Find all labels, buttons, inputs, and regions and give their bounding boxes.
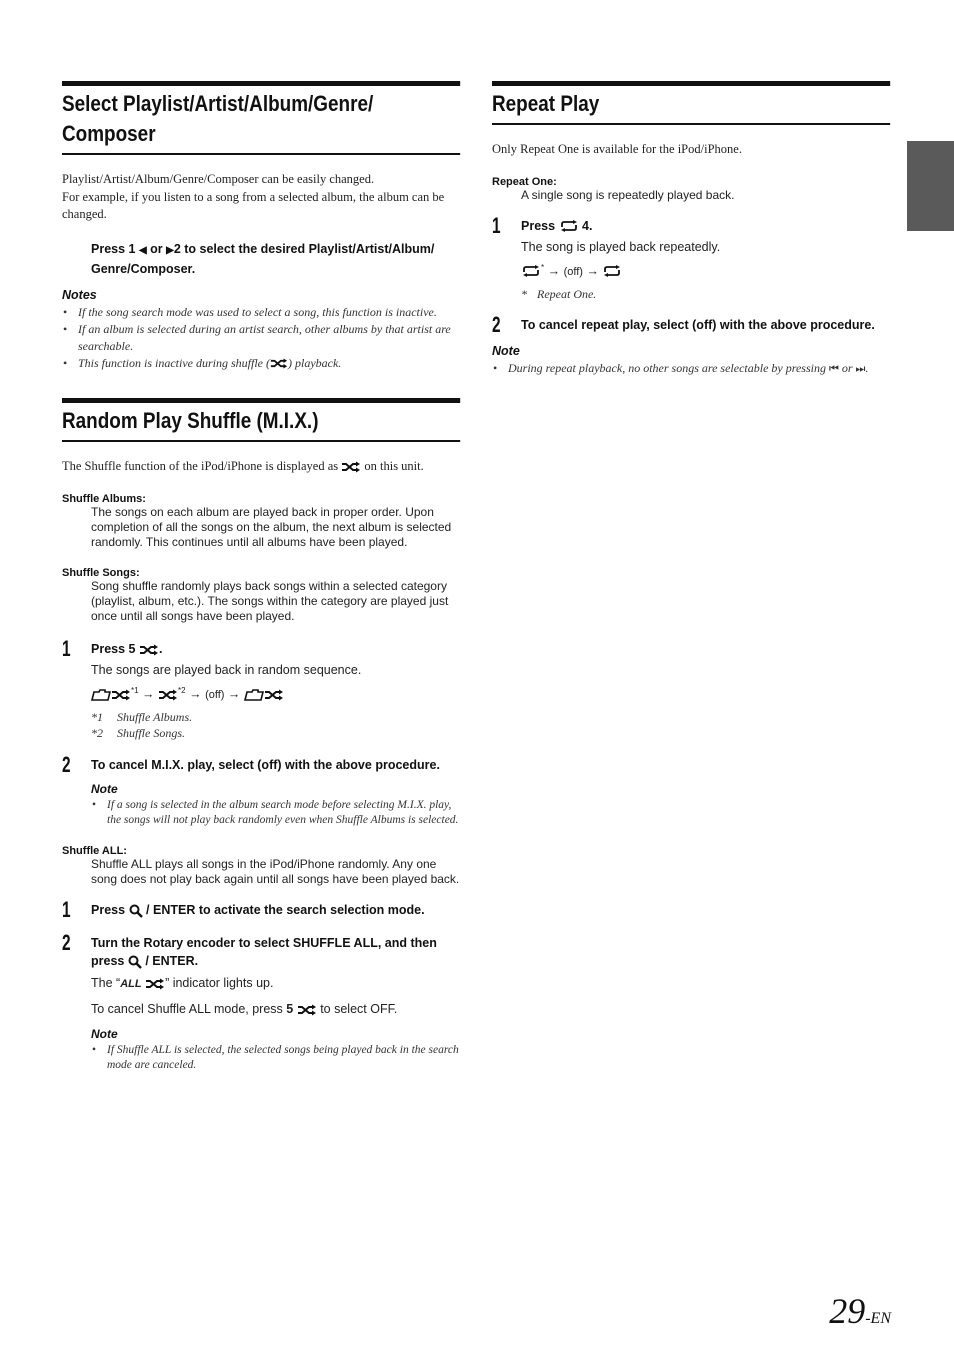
notes-heading: Notes xyxy=(62,287,97,302)
repeat-icon xyxy=(521,265,541,277)
section-title-random-play: Random Play Shuffle (M.I.X.) xyxy=(62,398,460,442)
shuffle-all-block xyxy=(62,845,461,887)
repeat-one-block xyxy=(492,176,891,203)
select-instruction: Press 1 ◀ or ▶2 to select the desired Playlist/Artist/Album/ Genre/Composer. xyxy=(91,241,435,276)
triangle-right-icon: ▶ xyxy=(166,244,174,256)
note-item: • During repeat playback, no other songs are selectable by pressing ⏮ or ⏭. xyxy=(492,360,891,378)
search-icon xyxy=(128,955,142,969)
shuffle-all-note: Note • If Shuffle ALL is selected, the selected songs being played back in the search mode are canceled. xyxy=(91,1027,461,1073)
folder-icon xyxy=(91,689,111,701)
shuffle-icon xyxy=(111,689,131,701)
next-track-icon: ⏭ xyxy=(855,362,866,375)
shuffle-songs-heading: Shuffle Songs: xyxy=(62,567,140,579)
previous-track-icon: ⏮ xyxy=(828,362,839,375)
footnote: * Repeat One. xyxy=(521,286,597,301)
step-description: The song is played back repeatedly. xyxy=(521,239,721,254)
select-intro xyxy=(62,171,461,224)
step-number: 2 xyxy=(62,930,71,956)
shuffle-icon xyxy=(145,978,165,990)
page-number: 29-EN xyxy=(829,1291,891,1331)
shuffle-albums-text: The songs on each album are played back in proper order. Upon completion of all the songs on the album, the next album is selected randomly. This continues until all albums have been played. xyxy=(91,505,452,549)
select-notes xyxy=(62,288,461,372)
shuffle-icon xyxy=(139,644,159,656)
repeat-one-text: A single song is repeatedly played back. xyxy=(521,187,735,202)
step-text: To cancel repeat play, select (off) with the above procedure. xyxy=(521,317,875,332)
step-number: 1 xyxy=(62,636,71,661)
mix-step-2 xyxy=(62,752,461,828)
shuffle-icon xyxy=(158,689,178,701)
repeat-note xyxy=(492,344,891,378)
section-title-select-playlist xyxy=(62,81,460,155)
footnote: *2 Shuffle Songs. xyxy=(91,726,185,741)
shuffle-icon xyxy=(297,1004,317,1016)
shuffle-all-cancel-text: To cancel Shuffle ALL mode, press 5 to select OFF. xyxy=(91,1002,398,1017)
step-number: 2 xyxy=(62,752,71,778)
step-number: 2 xyxy=(492,311,501,337)
shuffle-all-indicator-text: The “ALL ” indicator lights up. xyxy=(91,976,274,991)
shuffle-icon xyxy=(341,461,361,473)
left-column xyxy=(62,81,461,1073)
shuffle-albums-heading: Shuffle Albums: xyxy=(62,493,146,505)
note-item: • This function is inactive during shuffle ( ) playback. xyxy=(62,355,461,372)
note-heading: Note xyxy=(492,343,520,358)
title-line-2: Composer xyxy=(62,121,156,146)
shuffle-intro: The Shuffle function of the iPod/iPhone is displayed as on this unit. xyxy=(62,458,424,473)
shuffle-songs-text: Song shuffle randomly plays back songs within a selected category (playlist, album, etc.). The songs within the category are played just once until all songs have been played. xyxy=(91,579,449,623)
note-item: • If Shuffle ALL is selected, the selected songs being played back in the search mode are canceled. xyxy=(91,1043,461,1073)
mix-sequence: $^{*1}$ → $^{*2}$ → (off) → xyxy=(91,682,461,704)
repeat-sequence: * → (off) → xyxy=(521,259,891,281)
note-item: • If the song search mode was used to select a song, this function is inactive. xyxy=(62,304,461,321)
shuffle-icon xyxy=(264,689,284,701)
shuffle-all-heading: Shuffle ALL: xyxy=(62,845,127,858)
intro-paragraph-2: For example, if you listen to a song from a selected album, the album can be changed. xyxy=(62,189,445,221)
step-text: To cancel M.I.X. play, select (off) with the above procedure. xyxy=(91,758,440,773)
note-item: • If a song is selected in the album search mode before selecting M.I.X. play, the songs will not play back randomly even when Shuffle Albums is selected. xyxy=(91,798,461,828)
repeat-one-heading: Repeat One: xyxy=(492,175,557,188)
repeat-step-1: 1 Press 4. The song is played back repeatedly. * → (off) → * Repeat One. xyxy=(492,217,891,302)
section-title-repeat-play: Repeat Play xyxy=(492,81,890,125)
right-column xyxy=(492,81,891,378)
step-description: The songs are played back in random sequence. xyxy=(91,663,362,677)
step-number: 1 xyxy=(62,897,71,923)
note-item: • If an album is selected during an artist search, other albums by that artist are searchable. xyxy=(62,321,461,355)
all-step-1: 1 Press / ENTER to activate the search selection mode. xyxy=(62,897,425,923)
step-number: 1 xyxy=(492,212,501,238)
repeat-icon xyxy=(559,220,579,232)
shuffle-icon xyxy=(270,358,288,369)
shuffle-all-text: Shuffle ALL plays all songs in the iPod/iPhone randomly. Any one song does not play back again until all songs have been played back. xyxy=(91,857,460,887)
mix-step-1: 1 Press 5 . The songs are played back in random sequence. $^{*1}$ → $^{*2}$ → (off) → *1 Shuffle Albums. *2 Shuffle Songs. xyxy=(62,640,461,741)
repeat-intro: Only Repeat One is available for the iPod/iPhone. xyxy=(492,142,742,156)
folder-icon xyxy=(244,689,264,701)
footnote: *1 Shuffle Albums. xyxy=(91,710,193,725)
shuffle-songs-block xyxy=(62,567,461,624)
section-tab xyxy=(907,141,954,231)
triangle-left-icon: ◀ xyxy=(138,244,147,256)
intro-paragraph-1: Playlist/Artist/Album/Genre/Composer can be easily changed. xyxy=(62,172,375,186)
all-step-2: 2 Turn the Rotary encoder to select SHUFFLE ALL, and then press / ENTER. The “ALL ” indicator lights up. To cancel Shuffle ALL mode, press 5 to select OFF. Note • If Shuffle ALL is selected, the selected songs being played back in the search mode are canceled. xyxy=(62,934,461,1073)
repeat-step-2 xyxy=(492,311,891,337)
title-line-1: Select Playlist/Artist/Album/Genre/ xyxy=(62,91,374,116)
search-icon xyxy=(129,904,143,918)
mix-note: Note • If a song is selected in the album search mode before selecting M.I.X. play, the songs will not play back randomly even when Shuffle Albums is selected. xyxy=(91,782,461,828)
shuffle-albums-block xyxy=(62,493,461,550)
repeat-icon xyxy=(602,265,622,277)
